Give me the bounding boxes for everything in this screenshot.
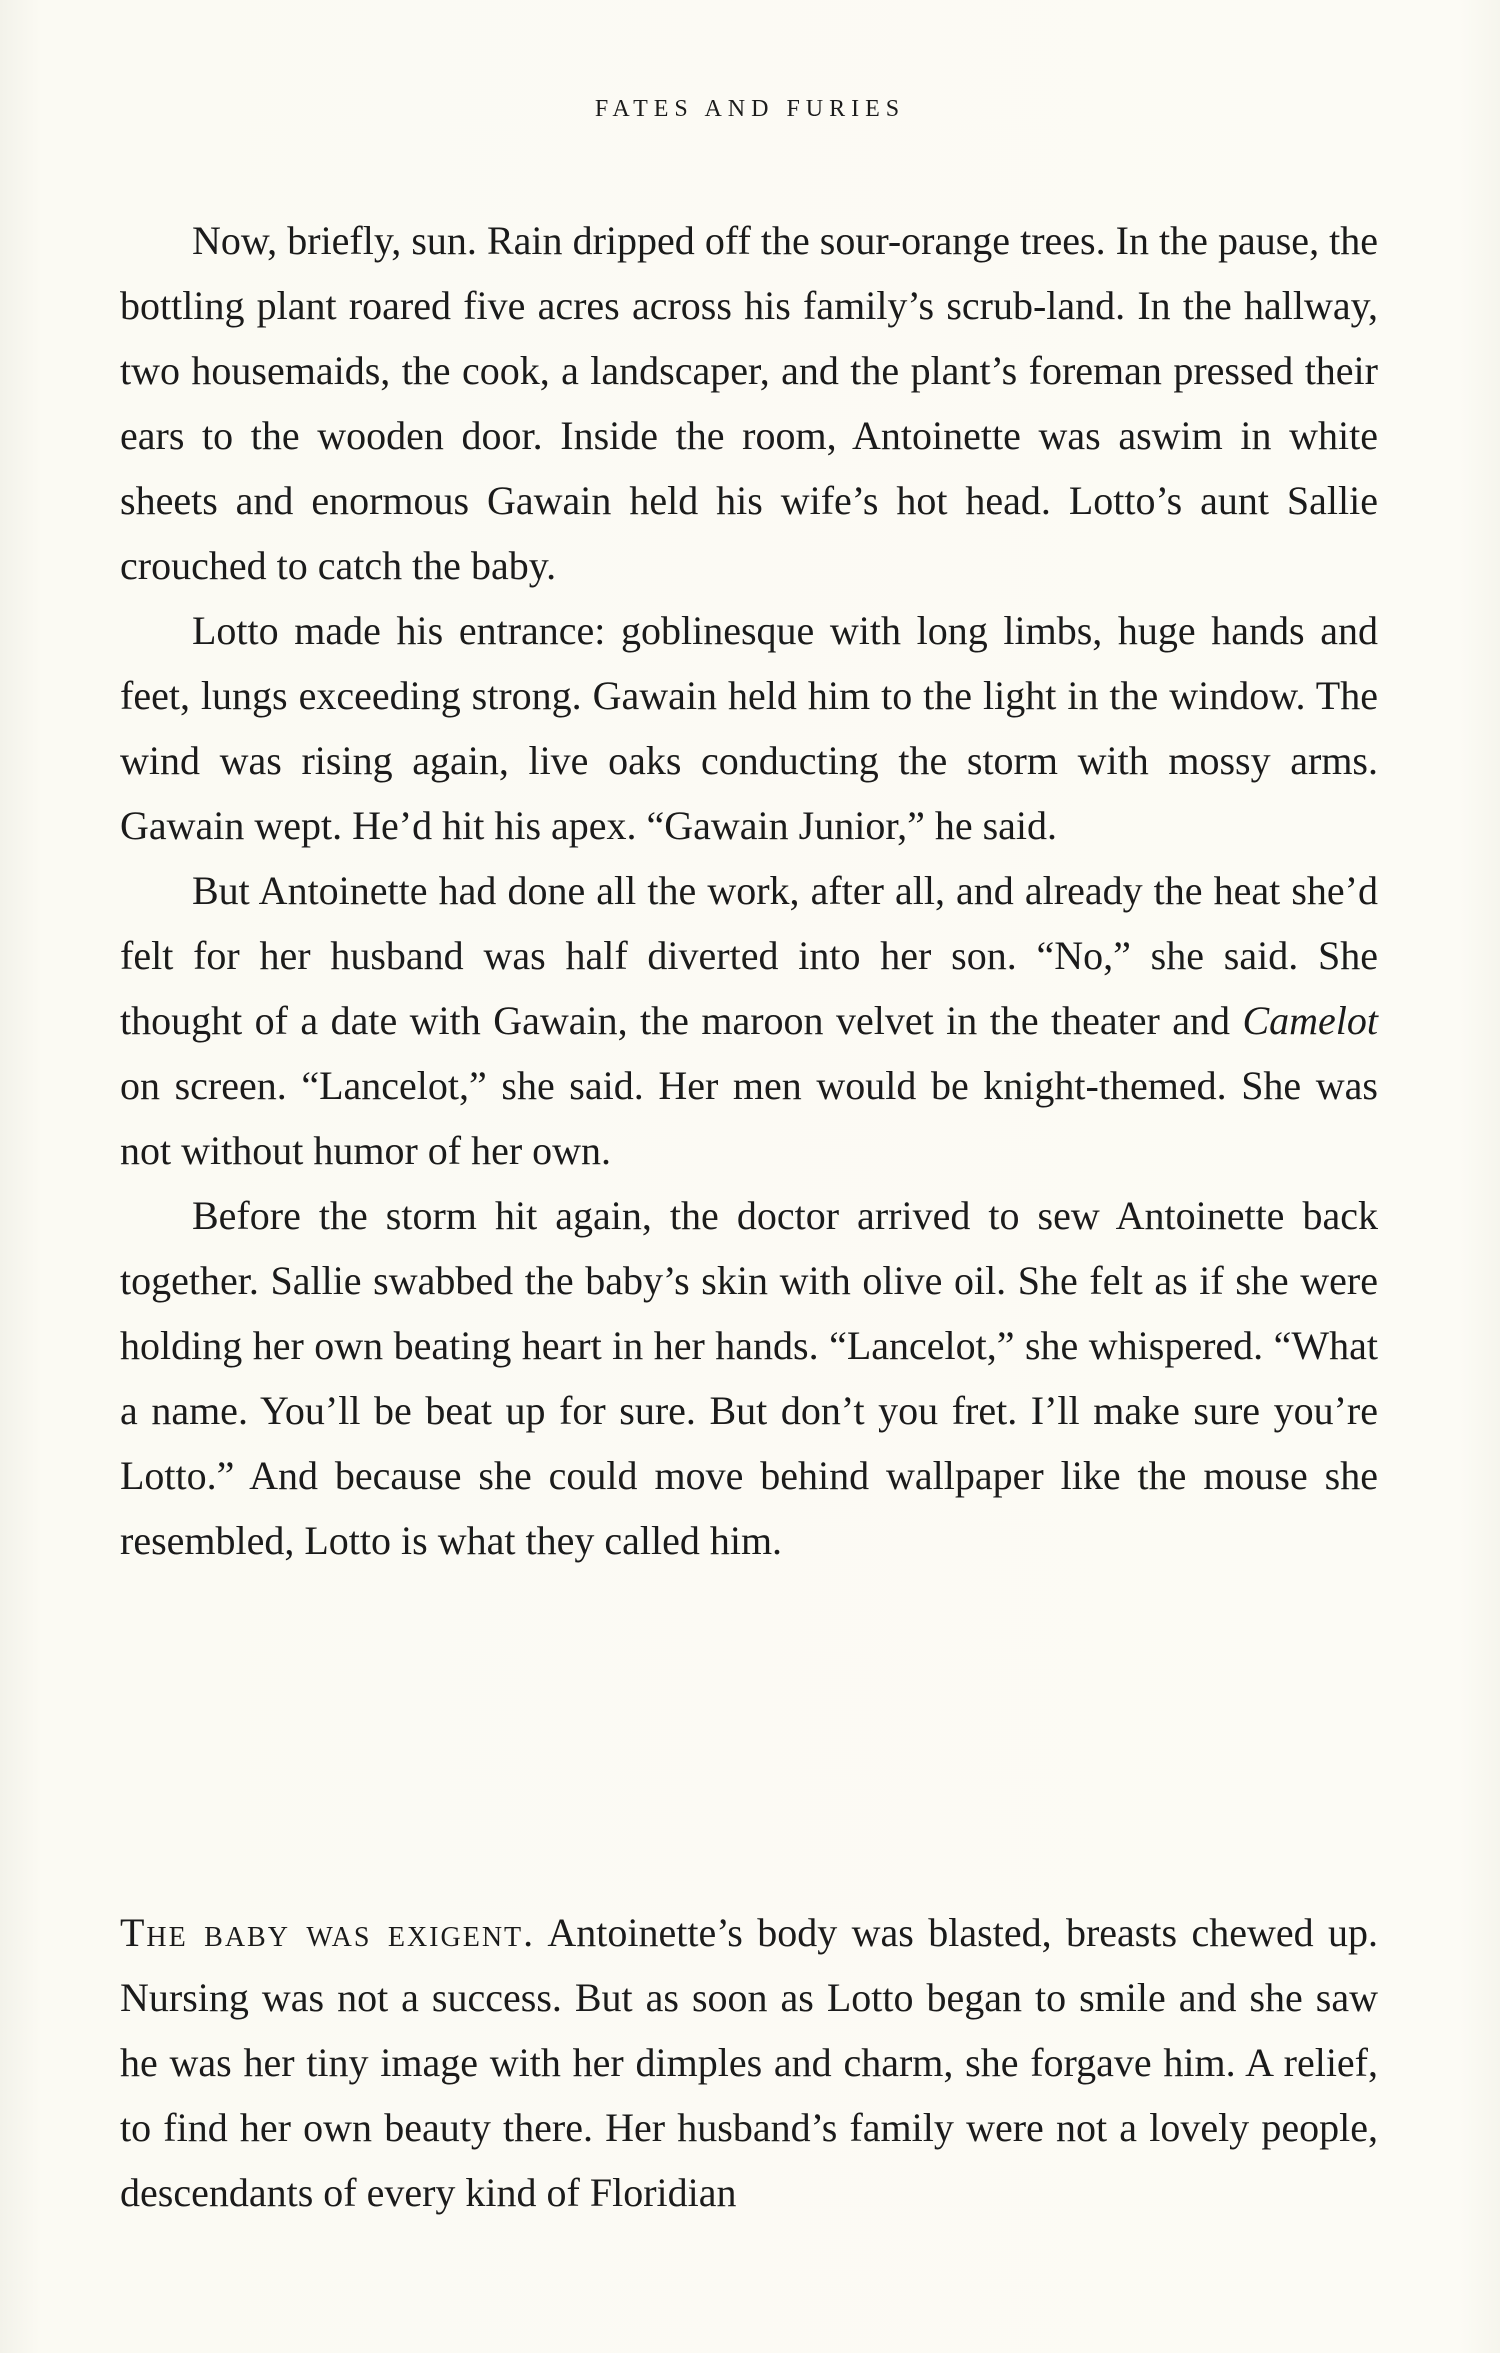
italic-title: Camelot [1242, 998, 1378, 1043]
running-head: FATES AND FURIES [594, 96, 906, 122]
paragraph: Lotto made his entrance: goblinesque with long limbs, huge hands and feet, lungs exceeding strong. Gawain held him to the light in the window. The wind was rising again, live oaks conducting the storm with mossy arms. Gawain wept. He’d hit his apex. “Gawain Junior,” he said. [120, 608, 1378, 848]
paragraph: Now, briefly, sun. Rain dripped off the sour-orange trees. In the pause, the bottling plant roared five acres across his family’s scrub-land. In the hallway, two housemaids, the cook, a landscaper, and the plant’s foreman pressed their ears to the wooden door. Inside the room, Antoinette was aswim in white sheets and enormous Gawain held his wife’s hot head. Lotto’s aunt Sallie crouched to catch the baby. [120, 218, 1378, 588]
paragraph-text: But Antoinette had done all the work, after all, and already the heat she’d felt for her husband was half diverted into her son. “No,” she said. She thought of a date with Gawain, the maroon velvet in the theater and [120, 868, 1378, 1043]
paragraph-text: Antoinette’s body was blasted, breasts chewed up. Nursing was not a success. But as soon as Lotto began to smile and she saw he was her tiny image with her dimples and charm, she forgave him. A relief, to find her own beauty there. Her husband’s family were not a lovely people, descendants of every kind of Floridian [120, 1910, 1378, 2215]
section-lead-in: The baby was exigent. [120, 1910, 536, 1955]
paragraph [120, 858, 1378, 1183]
paragraph-text: on screen. “Lancelot,” she said. Her men would be knight-themed. She was not without humor of her own. [120, 1063, 1378, 1173]
paragraph: Before the storm hit again, the doctor arrived to sew Antoinette back together. Sallie swabbed the baby’s skin with olive oil. She felt as if she were holding her own beating heart in her hands. “Lancelot,” she whispered. “What a name. You’ll be beat up for sure. But don’t you fret. I’ll make sure you’re Lotto.” And because she could move behind wallpaper like the mouse she resembled, Lotto is what they called him. [120, 1193, 1378, 1563]
paragraph [120, 1900, 1378, 2225]
section-one [120, 208, 1378, 1573]
section-two [120, 1900, 1378, 2225]
